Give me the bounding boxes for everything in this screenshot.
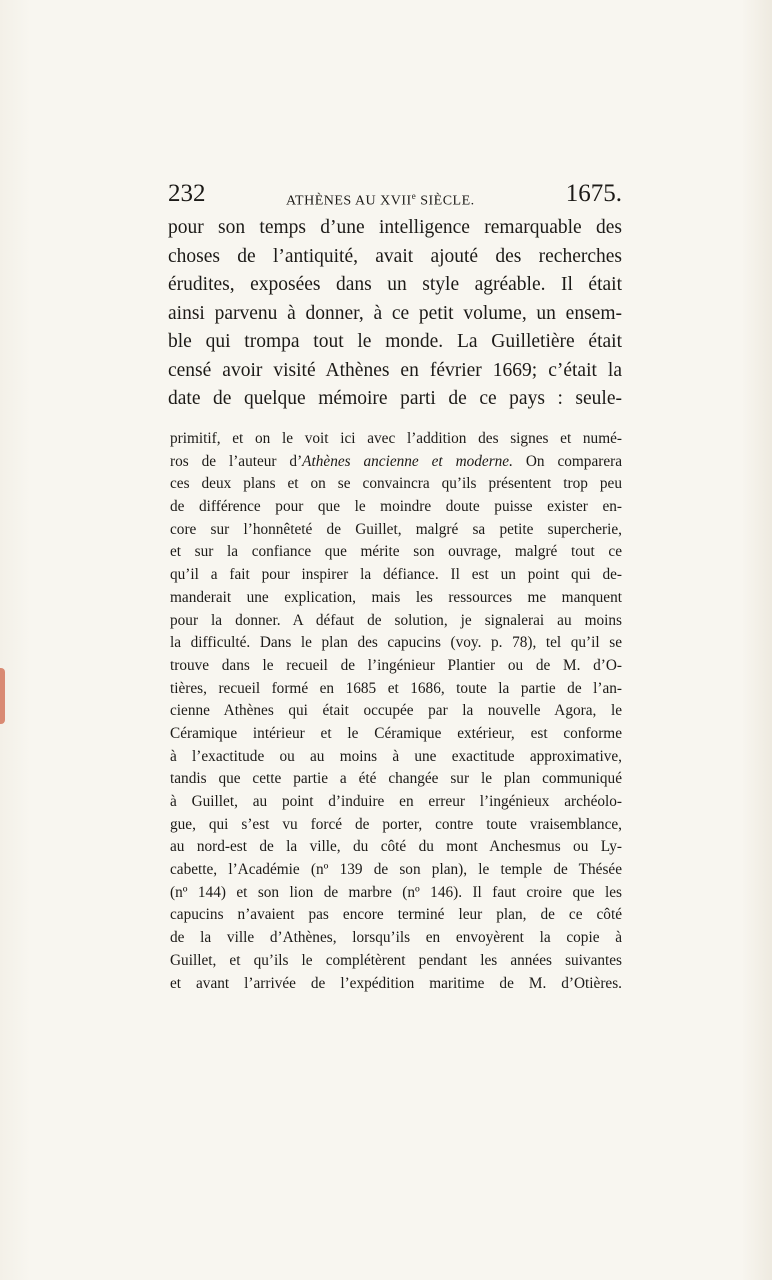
main-text-line: choses de l’antiquité, avait ajouté des recherches (168, 245, 622, 267)
main-text-line: censé avoir visité Athènes en février 1669; c’était la (168, 359, 622, 381)
header-year: 1675. (565, 180, 622, 207)
footnote-line: gue, qui s’est vu forcé de porter, contre toute vraisemblance, (170, 815, 622, 833)
footnote-line: pour la donner. A défaut de solution, je signalerai au moins (170, 611, 622, 629)
footnote-line: et sur la confiance que mérite son ouvrage, malgré tout ce (170, 543, 622, 561)
page-number: 232 (168, 180, 206, 207)
running-title: ATHÈNES AU XVIIe SIÈCLE. (286, 191, 475, 209)
main-text-line: érudites, exposées dans un style agréable. Il était (168, 274, 622, 295)
footnote-line: tandis que cette partie a été changée sur le plan communiqué (170, 770, 622, 788)
main-text (168, 214, 622, 414)
footnote-line: cienne Athènes qui était occupée par la nouvelle Agora, le (170, 702, 622, 720)
footnote-line: (nº 144) et son lion de marbre (nº 146). Il faut croire que les (170, 883, 622, 901)
footnote-line: Céramique intérieur et le Céramique extérieur, est conforme (170, 724, 622, 742)
footnote (170, 428, 622, 995)
footnote-line: qu’il a fait pour inspirer la défiance. Il est un point qui de- (170, 566, 622, 584)
main-text-line: pour son temps d’une intelligence remarquable des (168, 217, 622, 238)
footnote-line: capucins n’avaient pas encore terminé leur plan, de ce côté (170, 906, 622, 924)
footnote-line: de la ville d’Athènes, lorsqu’ils en envoyèrent la copie à (170, 929, 622, 947)
main-text-line: ble qui trompa tout le monde. La Guilletière était (168, 331, 622, 352)
footnote-line: primitif, et on le voit ici avec l’addition des signes et numé- (170, 430, 622, 447)
footnote-line: ros de l’auteur d’Athènes ancienne et moderne. On comparera (170, 452, 622, 470)
footnote-line: au nord-est de la ville, du côté du mont Anchesmus ou Ly- (170, 838, 622, 856)
footnote-line: tières, recueil formé en 1685 et 1686, toute la partie de l’an- (170, 679, 622, 697)
footnote-line: core sur l’honnêteté de Guillet, malgré sa petite supercherie, (170, 520, 622, 538)
running-header (168, 180, 622, 208)
footnote-line: manderait une explication, mais les ressources me manquent (170, 588, 622, 606)
main-text-line: ainsi parvenu à donner, à ce petit volume, un ensem- (168, 302, 622, 324)
footnote-line: à l’exactitude ou au moins à une exactitude approximative, (170, 747, 622, 765)
footnote-line: trouve dans le recueil de l’ingénieur Plantier ou de M. d’O- (170, 656, 622, 674)
footnote-line: ces deux plans et on se convaincra qu’ils présentent trop peu (170, 475, 622, 493)
footnote-line: et avant l’arrivée de l’expédition maritime de M. d’Otières. (170, 974, 622, 992)
page-edge-mark (0, 668, 5, 724)
book-title: Athènes ancienne et moderne. (302, 452, 513, 470)
footnote-line: de différence pour que le moindre doute puisse exister en- (170, 498, 622, 516)
footnote-line: la difficulté. Dans le plan des capucins (voy. p. 78), tel qu’il se (170, 634, 622, 652)
main-text-line: date de quelque mémoire parti de ce pays : seule- (168, 388, 622, 409)
footnote-line: cabette, l’Académie (nº 139 de son plan), le temple de Thésée (170, 861, 622, 879)
footnote-line: à Guillet, au point d’induire en erreur l’ingénieux archéolo- (170, 793, 622, 810)
footnote-line: Guillet, et qu’ils le complétèrent pendant les années suivantes (170, 951, 622, 969)
